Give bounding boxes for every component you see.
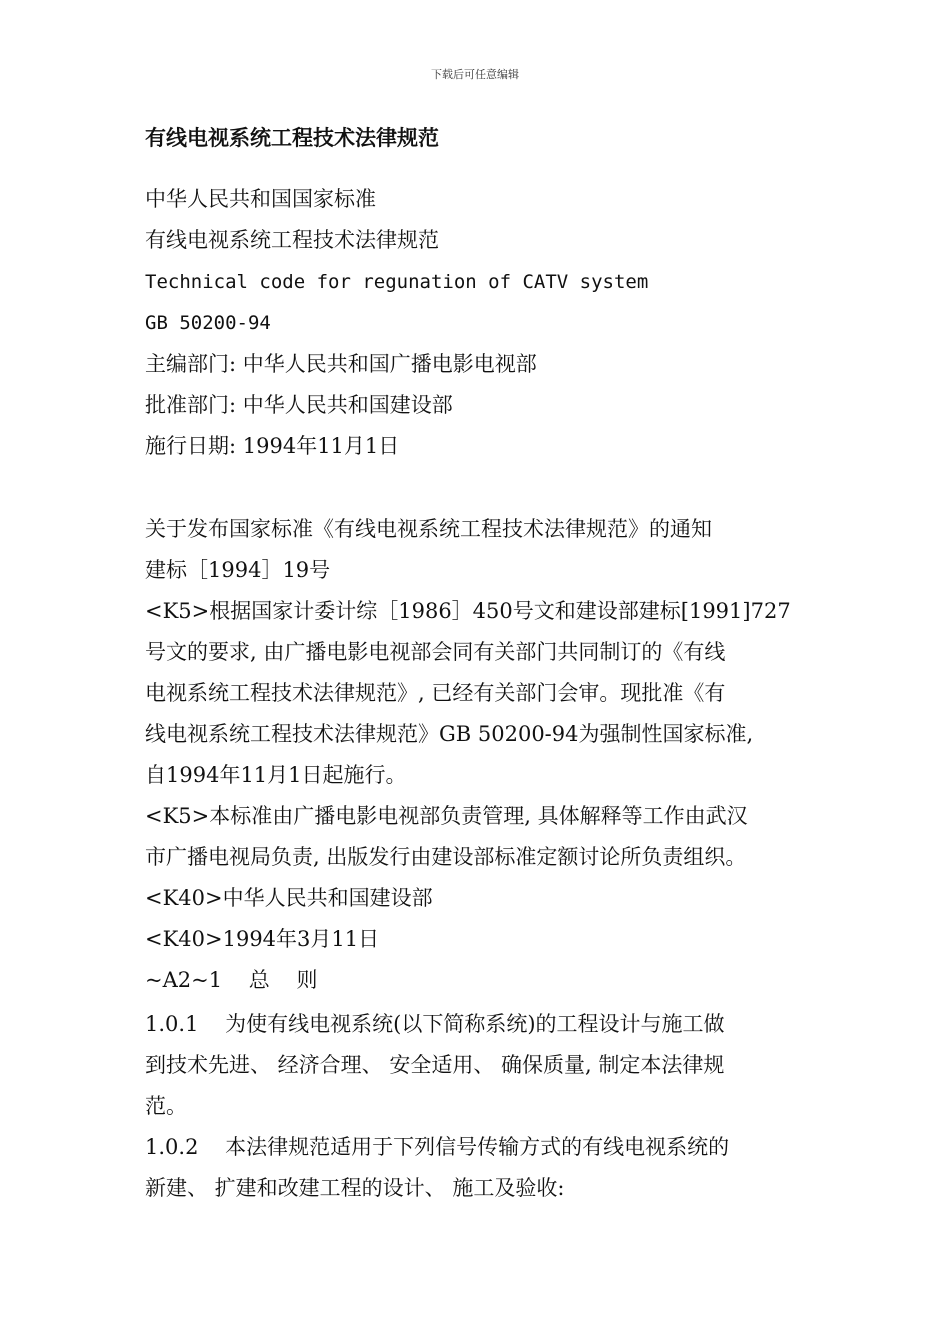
body-line: 关于发布国家标准《有线电视系统工程技术法律规范》的通知 bbox=[145, 517, 712, 541]
body-line: 批准部门: 中华人民共和国建设部 bbox=[145, 393, 453, 417]
body-line: 号文的要求, 由广播电影电视部会同有关部门共同制订的《有线 bbox=[145, 640, 726, 664]
body-line: 范。 bbox=[145, 1094, 187, 1118]
body-line: 市广播电视局负责, 出版发行由建设部标准定额讨论所负责组织。 bbox=[145, 845, 747, 869]
doc-title: 有线电视系统工程技术法律规范 bbox=[145, 126, 439, 150]
body-line: 中华人民共和国国家标准 bbox=[145, 187, 376, 211]
body-line: 自1994年11月1日起施行。 bbox=[145, 763, 407, 787]
body-line: <K40>1994年3月11日 bbox=[145, 927, 380, 951]
body-line: 主编部门: 中华人民共和国广播电影电视部 bbox=[145, 352, 537, 376]
body-line: 新建、 扩建和改建工程的设计、 施工及验收: bbox=[145, 1176, 565, 1200]
body-line: Technical code for regunation of CATV system bbox=[145, 271, 649, 293]
body-line: <K5>本标准由广播电影电视部负责管理, 具体解释等工作由武汉 bbox=[145, 804, 748, 828]
body-line: 电视系统工程技术法律规范》, 已经有关部门会审。现批准《有 bbox=[145, 681, 726, 705]
body-line: 施行日期: 1994年11月1日 bbox=[145, 434, 400, 458]
body-line: 建标［1994］19号 bbox=[145, 558, 331, 582]
body-line: ~A2~1 总 则 bbox=[145, 968, 318, 992]
body-line: 有线电视系统工程技术法律规范 bbox=[145, 228, 439, 252]
body-line: <K5>根据国家计委计综［1986］450号文和建设部建标[1991]727 bbox=[145, 599, 791, 623]
body-line: GB 50200-94 bbox=[145, 312, 271, 334]
body-line: 1.0.1 为使有线电视系统(以下简称系统)的工程设计与施工做 bbox=[145, 1012, 725, 1036]
body-line: 线电视系统工程技术法律规范》GB 50200-94为强制性国家标准, bbox=[145, 722, 754, 746]
header-note: 下载后可任意编辑 bbox=[431, 68, 519, 81]
body-line: <K40>中华人民共和国建设部 bbox=[145, 886, 433, 910]
body-line: 1.0.2 本法律规范适用于下列信号传输方式的有线电视系统的 bbox=[145, 1135, 730, 1159]
body-line: 到技术先进、 经济合理、 安全适用、 确保质量, 制定本法律规 bbox=[145, 1053, 725, 1077]
